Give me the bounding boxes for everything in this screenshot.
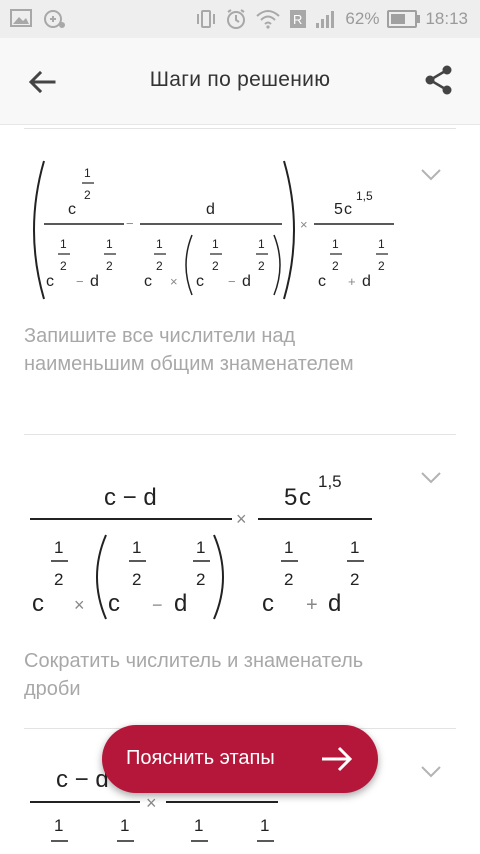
clock: 18:13: [425, 9, 468, 28]
step-explanation: Сократить числитель и знаменатель дроби: [24, 650, 364, 700]
arrow-right-icon: [320, 745, 354, 773]
math-var-c: c: [262, 590, 274, 617]
math-den: 2: [332, 259, 339, 273]
math-den: 2: [378, 259, 385, 273]
math-var-d: d: [174, 590, 188, 617]
step-2-expression: [0, 465, 400, 635]
math-num: 1: [196, 538, 206, 557]
math-num: 1: [54, 538, 64, 557]
math-num: 1: [350, 538, 360, 557]
chevron-down-icon[interactable]: [420, 168, 442, 182]
math-var-d: d: [206, 201, 215, 218]
signal-icon: [315, 9, 337, 29]
explain-steps-label: Пояснить этапы: [126, 747, 275, 769]
math-var-c: c: [68, 201, 76, 218]
math-num: 1: [120, 816, 130, 835]
math-den: 2: [156, 259, 163, 273]
math-op: +: [306, 594, 318, 616]
math-num: 1: [54, 816, 64, 835]
math-den: 2: [258, 259, 265, 273]
battery-percent: 62%: [345, 9, 380, 28]
math-num: 1: [332, 237, 339, 251]
notification-icon: [42, 9, 68, 29]
math-exponent: 1,5: [318, 472, 342, 491]
math-num: 1: [106, 237, 113, 251]
share-icon[interactable]: [424, 64, 454, 96]
math-num: 1: [284, 538, 294, 557]
math-num: 1: [212, 237, 219, 251]
math-op: −: [228, 274, 236, 289]
math-var-c: c: [46, 273, 54, 290]
math-num: 1: [260, 816, 270, 835]
chevron-down-icon[interactable]: [420, 765, 442, 779]
math-var-c: c: [32, 590, 44, 617]
math-num: 1: [194, 816, 204, 835]
step-explanation: Запишите все числители над наименьшим общим знаменателем: [24, 325, 354, 375]
step-1-expression: [0, 155, 400, 305]
math-den: 2: [106, 259, 113, 273]
math-var-c: c: [318, 273, 326, 290]
math-op: ×: [170, 274, 178, 289]
vibrate-icon: [195, 9, 217, 29]
math-den: 2: [54, 570, 64, 589]
math-num: 1: [84, 166, 91, 180]
page-title: Шаги по решению: [149, 68, 331, 91]
math-var-c: c: [344, 201, 352, 218]
math-den: 2: [132, 570, 142, 589]
math-var-c: c: [196, 273, 204, 290]
chevron-down-icon[interactable]: [420, 471, 442, 485]
app-bar: [0, 38, 480, 125]
math-op: −: [152, 595, 163, 615]
math-numerator: c − d: [104, 484, 157, 511]
math-op: −: [126, 216, 134, 231]
math-num: 1: [378, 237, 385, 251]
roaming-icon: [289, 9, 307, 29]
math-var-d: d: [362, 273, 371, 290]
math-num: 1: [132, 538, 142, 557]
math-coef: 5: [334, 201, 343, 218]
divider: [24, 128, 456, 129]
battery-icon: [387, 10, 417, 28]
wifi-icon: [255, 9, 281, 29]
math-var-d: d: [328, 590, 342, 617]
math-num: 1: [156, 237, 163, 251]
math-den: 2: [60, 259, 67, 273]
divider: [24, 434, 456, 435]
math-den: 2: [350, 570, 360, 589]
math-op: +: [348, 274, 356, 289]
math-den: 2: [196, 570, 206, 589]
math-op: ×: [236, 509, 247, 529]
math-den: 2: [84, 188, 91, 202]
math-op: ×: [74, 595, 85, 615]
math-var-c: c: [144, 273, 152, 290]
alarm-icon: [225, 8, 247, 30]
math-num: 1: [258, 237, 265, 251]
gallery-icon: [10, 9, 32, 27]
math-var-d: d: [90, 273, 99, 290]
math-var-c: c: [108, 590, 120, 617]
math-den: 2: [212, 259, 219, 273]
math-den: 2: [284, 570, 294, 589]
math-op: −: [76, 274, 84, 289]
battery-fill: [391, 14, 405, 24]
math-numerator: c − d: [56, 766, 109, 793]
status-bar: [0, 0, 480, 38]
math-coef: 5: [284, 484, 298, 511]
math-op: ×: [146, 793, 157, 813]
math-var-d: d: [242, 273, 251, 290]
math-num: 1: [60, 237, 67, 251]
svg-text:R: R: [293, 12, 303, 27]
explain-steps-button[interactable]: [102, 725, 378, 793]
math-exponent: 1,5: [356, 189, 373, 203]
math-op: ×: [300, 217, 308, 232]
math-var-c: c: [299, 484, 311, 511]
